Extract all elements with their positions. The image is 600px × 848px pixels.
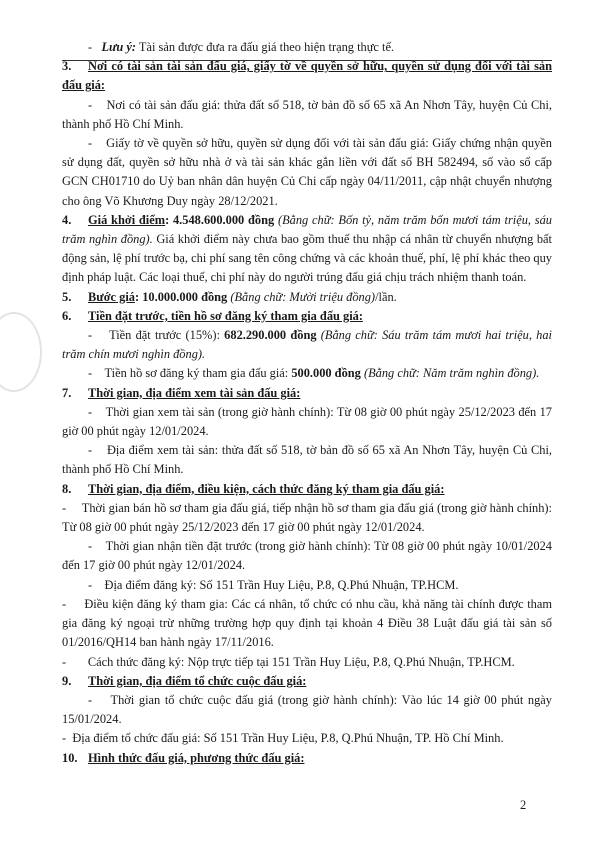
- paragraph: [62, 576, 552, 595]
- section-3-heading: [62, 57, 552, 95]
- paragraph-text: Nơi có tài sản đấu giá: thửa đất số 518, tờ bản đồ số 65 xã An Nhơn Tây, huyện Củ Chi, thành phố Hồ Chí Minh.: [62, 97, 552, 131]
- faded-seal-image: [0, 312, 42, 392]
- dash: -: [62, 731, 67, 746]
- start-price-words: (Bằng chữ: Bốn tỷ, năm trăm bốn mươi tám triệu, sáu trăm nghìn đồng).: [62, 212, 552, 247]
- paragraph-text: Địa điểm đăng ký: Số 151 Trần Huy Liệu, P.8, Q.Phú Nhuận, TP.HCM.: [104, 577, 459, 592]
- section-title: Bước giá: [88, 289, 135, 304]
- dash: -: [88, 539, 93, 554]
- section-9-heading: [62, 672, 552, 691]
- dash: -: [88, 577, 93, 592]
- section-title: Thời gian, địa điểm tổ chức cuộc đấu giá:: [88, 673, 307, 688]
- paragraph-text: Thời gian bán hồ sơ tham gia đấu giá, tiếp nhận hồ sơ tham gia đấu giá (trong giờ hành chính): Từ 08 giờ 00 phút ngày 25/12/2023 đến 17 giờ 00 phút ngày 12/01/2024.: [62, 500, 552, 535]
- paragraph-text: Địa điểm xem tài sản: thửa đất số 518, tờ bản đồ số 65 xã An Nhơn Tây, huyện Củ Chi, thành phố Hồ Chí Minh.: [62, 443, 552, 477]
- bid-step-words: (Bằng chữ: Mười triệu đồng): [227, 289, 376, 304]
- paragraph: [62, 326, 552, 364]
- section-7-heading: [62, 384, 552, 403]
- section-title: Thời gian, địa điểm xem tài sản đấu giá:: [88, 385, 301, 400]
- bid-step-unit: /lần.: [375, 289, 397, 304]
- paragraph-text: Thời gian tổ chức cuộc đấu giá (trong giờ hành chính): Vào lúc 14 giờ 00 phút ngày 15/01/2024.: [62, 692, 553, 727]
- paragraph-text: Thời gian nhận tiền đặt trước (trong giờ hành chính): Từ 08 giờ 00 phút ngày 10/01/2024 đến 17 giờ 00 phút ngày 12/01/2024.: [62, 539, 553, 573]
- section-4: [62, 211, 552, 288]
- dash: -: [88, 328, 93, 343]
- dash: -: [88, 404, 93, 419]
- paragraph: [62, 499, 552, 537]
- start-price-detail: Giá khởi điểm này chưa bao gồm thuế thu nhập cá nhân từ chuyển nhượng bất động sản, lệ phí trước bạ, chi phí sang tên công chứng và các khoản thuế, phí, lệ phí khác theo quy định pháp luật. Các loại thuế, chi phí này do người trúng đấu giá chịu trách nhiệm thanh toán.: [62, 232, 552, 285]
- fee-words: (Bằng chữ: Năm trăm nghìn đồng).: [360, 366, 540, 381]
- section-number: 9.: [62, 673, 72, 688]
- note-label: Lưu ý:: [101, 40, 137, 54]
- paragraph-text: Điều kiện đăng ký tham gia: Các cá nhân, tổ chức có nhu cầu, khả năng tài chính được tham gia đăng ký ngoại trừ những trường hợp quy định tại khoản 4 Điều 38 Luật đấu giá tài sản số 01/2016/QH14 ban hành ngày 17/11/2016.: [62, 596, 552, 650]
- deposit-words: (Bằng chữ: Sáu trăm tám mươi hai triệu, hai trăm chín mươi nghìn đồng).: [62, 328, 552, 362]
- dash: -: [62, 500, 67, 515]
- paragraph: [62, 537, 552, 575]
- paragraph-text: Tiền hồ sơ đăng ký tham gia đấu giá:: [104, 366, 292, 381]
- paragraph: [62, 441, 552, 479]
- dash: -: [88, 97, 93, 112]
- dash: -: [88, 443, 93, 458]
- paragraph: [62, 364, 552, 383]
- paragraph-text: Tiền đặt trước (15%):: [109, 328, 225, 343]
- dash: -: [88, 692, 93, 707]
- section-title: Tiền đặt trước, tiền hồ sơ đăng ký tham gia đấu giá:: [88, 308, 363, 323]
- section-5: [62, 288, 552, 307]
- section-number: 8.: [62, 481, 72, 496]
- document-body: [62, 38, 552, 768]
- dash: -: [62, 596, 67, 611]
- paragraph: [62, 691, 552, 729]
- paragraph: [62, 403, 552, 441]
- paragraph-text: Địa điểm tổ chức đấu giá: Số 151 Trần Huy Liệu, P.8, Q.Phú Nhuận, TP. Hồ Chí Minh.: [72, 731, 504, 746]
- section-number: 5.: [62, 289, 72, 304]
- paragraph: [62, 595, 552, 653]
- section-title: Giá khởi điểm: [88, 212, 166, 227]
- section-6-heading: [62, 307, 552, 326]
- paragraph-text: Thời gian xem tài sản (trong giờ hành chính): Từ 08 giờ 00 phút ngày 25/12/2023 đến 17 giờ 00 phút ngày 12/01/2024.: [62, 404, 553, 439]
- paragraph: [62, 729, 552, 748]
- section-number: 3.: [62, 59, 72, 74]
- section-title: Nơi có tài sản tài sản đấu giá, giấy tờ về quyền sở hữu, quyền sử dụng đối với tài sản đấu giá:: [62, 59, 552, 93]
- dash: -: [88, 136, 93, 151]
- paragraph: [62, 134, 552, 211]
- fee-value: 500.000 đồng: [291, 366, 361, 381]
- start-price-value: : 4.548.600.000 đồng: [165, 212, 275, 227]
- paragraph-text: Cách thức đăng ký: Nộp trực tiếp tại 151 Trần Huy Liệu, P.8, Q.Phú Nhuận, TP.HCM.: [87, 654, 515, 669]
- bid-step-value: : 10.000.000 đồng: [135, 289, 228, 304]
- paragraph-text: Giấy tờ về quyền sở hữu, quyền sử dụng đối với tài sản đấu giá: Giấy chứng nhận quyền sử dụng đất, quyền sở hữu nhà ở và tài sản khác gắn liền với đất số BH 582494, số vào sổ cấp GCN CH01710 do Uỷ ban nhân dân huyện Củ Chi cấp ngày 04/11/2011, cập nhật chuyển nhượng cho ông Võ Khương Duy ngày 28/12/2021.: [62, 136, 553, 208]
- section-10-heading: [62, 749, 552, 768]
- section-title: Hình thức đấu giá, phương thức đấu giá:: [88, 750, 305, 765]
- section-title: Thời gian, địa điểm, điều kiện, cách thức đăng ký tham gia đấu giá:: [88, 481, 445, 496]
- note-text: Tài sản được đưa ra đấu giá theo hiện trạng thực tế.: [136, 40, 395, 54]
- deposit-value: 682.290.000 đồng: [224, 328, 317, 343]
- dash: -: [88, 366, 93, 381]
- paragraph: [62, 96, 552, 134]
- section-number: 10.: [62, 750, 78, 765]
- section-8-heading: [62, 480, 552, 499]
- section-number: 6.: [62, 308, 72, 323]
- page-number: 2: [520, 798, 527, 812]
- note-line: [62, 38, 552, 57]
- section-number: 7.: [62, 385, 72, 400]
- dash: -: [62, 654, 67, 669]
- dash: -: [88, 40, 93, 54]
- section-number: 4.: [62, 212, 72, 227]
- paragraph: [62, 653, 552, 672]
